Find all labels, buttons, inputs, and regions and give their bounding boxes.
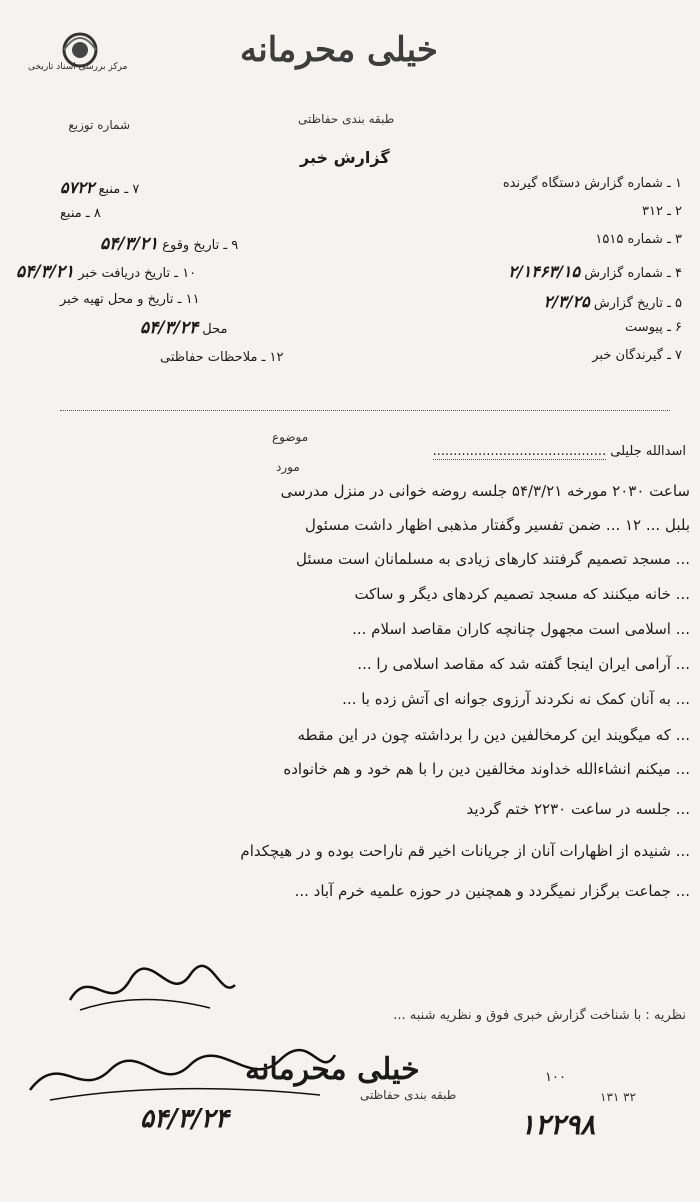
subject-label: موضوع (272, 430, 309, 444)
field-right-4: ۴ ـ شماره گزارش ۲/۱۴۶۳/۱۵ (508, 262, 682, 281)
body-line: ... مسجد تصمیم گرفتند کارهای زیادی به مسلمانان است مسئل (295, 550, 690, 568)
report-title: گزارش خبر (300, 148, 390, 167)
from-label: مورد (276, 460, 300, 474)
field-left-9: ۹ ـ تاریخ وقوع ۵۴/۳/۲۱ (100, 234, 239, 254)
field-right-6: ۶ ـ پیوست (625, 320, 682, 335)
body-line: ... شنیده از اظهارات آنان از جریانات اخیر قم ناراحت بوده و در هیچکدام (240, 842, 690, 860)
field-left-7: ۷ ـ منبع ۵۷۲۲ (60, 178, 140, 197)
watermark-text: مرکز بررسی اسناد تاریخی (28, 62, 128, 72)
number-small: ۱۰۰ (545, 1070, 566, 1085)
footer-note: نظریه : با شناخت گزارش خبری فوق و نظریه شنبه ... (393, 1008, 686, 1023)
bottom-classification-stamp: خیلی محرمانه (245, 1052, 420, 1087)
body-line: ... جماعت برگزار نمیگردد و همچنین در حوزه علمیه خرم آباد ... (294, 882, 690, 900)
signature-1-icon (60, 960, 240, 1020)
top-classification-stamp: خیلی محرمانه (240, 30, 438, 70)
body-line: ... که میگویند این کرمخالفین دین را برداشته چون در این مقطه (297, 726, 690, 744)
body-line: ... خانه میکنند که مسجد تصمیم کردهای دیگر و ساکت (354, 585, 690, 603)
field-right-2: ۲ ـ ۳۱۲ (641, 204, 682, 219)
archive-logo-icon (50, 22, 110, 82)
field-left-12: ۱۲ ـ ملاحظات حفاظتی (160, 350, 284, 365)
field-left-11: ۱۱ ـ تاریخ و محل تهیه خبر (60, 292, 200, 307)
distribution-label: شماره توزیع (68, 118, 130, 132)
field-right-5: ۵ ـ تاریخ گزارش ۲/۳/۲۵ (543, 292, 682, 311)
body-line: ... به آنان کمک نه نکردند آرزوی جوانه ای آتش زده با ... (342, 690, 690, 708)
addressee: اسدالله جلیلی .......................................... (432, 444, 686, 459)
body-line: بلبل ... ۱۲ ... ضمن تفسیر وگفتار مذهبی اظهار داشت مسئول (305, 516, 690, 534)
separator (60, 410, 670, 411)
body-line: ... میکنم انشاءالله خداوند مخالفین دین را با هم خود و هم خانواده (283, 760, 690, 778)
page-number: ۳۲ ۱۳۱ (600, 1090, 637, 1104)
handwritten-date: ۵۴/۳/۲۴ (140, 1104, 229, 1134)
field-left-10: ۱۰ ـ تاریخ دریافت خبر ۵۴/۳/۲۱ (16, 262, 197, 282)
body-line: ... جلسه در ساعت ۲۲۳۰ ختم گردید (466, 800, 690, 818)
body-line: ... آرامی ایران اینجا گفته شد که مقاصد اسلامی را ... (357, 655, 690, 673)
body-line: ساعت ۲۰۳۰ مورخه ۵۴/۳/۲۱ جلسه روضه خوانی در منزل مدرسی (280, 482, 690, 500)
field-left-place: محل ۵۴/۳/۲۴ (140, 318, 228, 338)
field-right-3: ۳ ـ شماره ۱۵۱۵ (595, 232, 682, 247)
field-left-8: ۸ ـ منبع (60, 206, 101, 221)
classification-label: طبقه بندی حفاظتی (298, 112, 395, 126)
field-right-7: ۷ ـ گیرندگان خبر (592, 348, 682, 363)
handwritten-number: ۱۲۲۹۸ (520, 1108, 596, 1141)
field-right-1: ۱ ـ شماره گزارش دستگاه گیرنده (502, 176, 682, 191)
body-line: ... اسلامی است مجهول چنانچه کاران مقاصد اسلام ... (352, 620, 690, 638)
bottom-classification-label: طبقه بندی حفاظتی (360, 1088, 457, 1102)
